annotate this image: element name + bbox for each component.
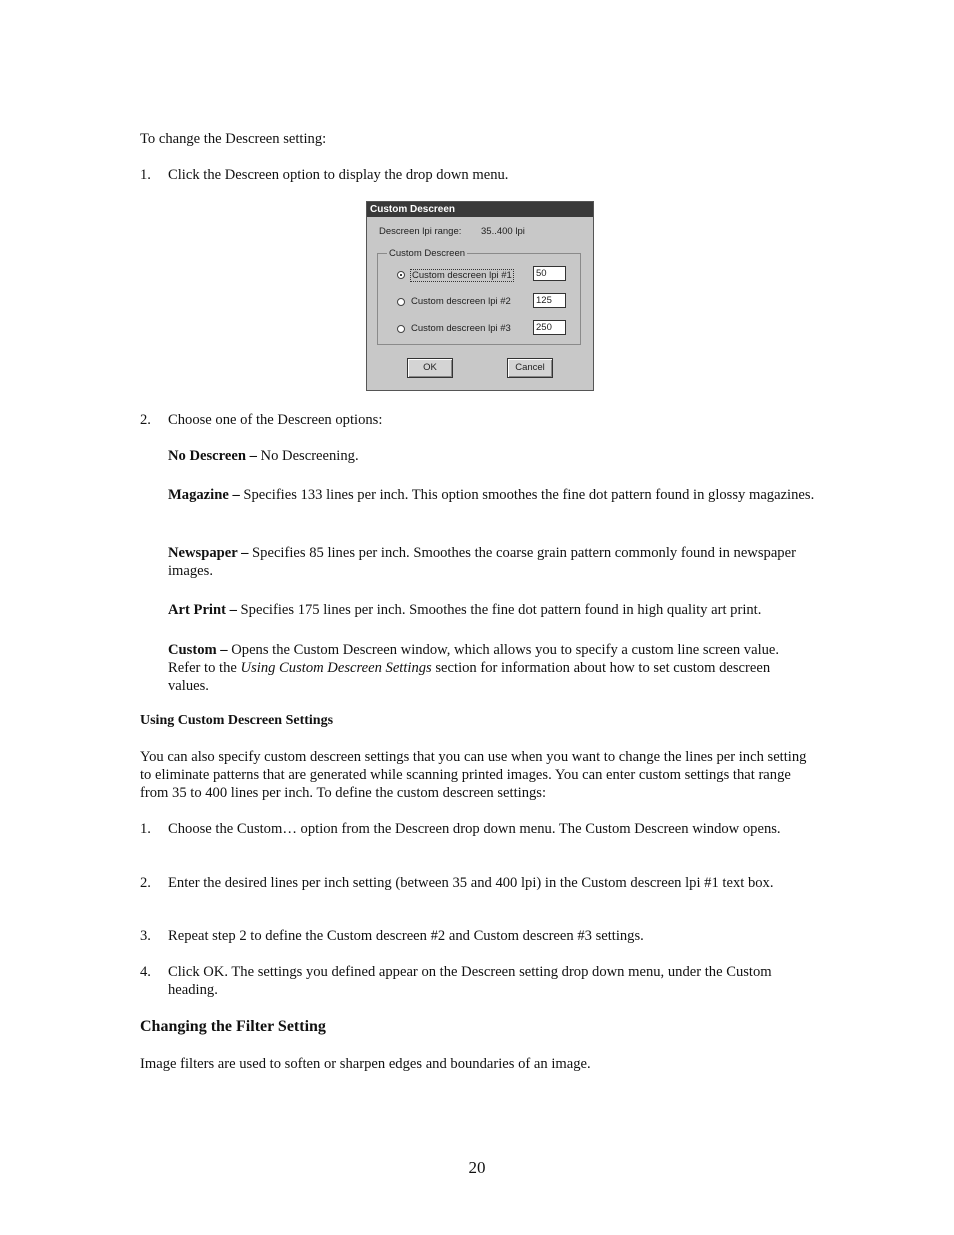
description: Specifies 85 lines per inch. Smoothes the coarse grain pattern commonly found in newspaper images.	[168, 545, 796, 579]
description: No Descreening.	[256, 448, 359, 464]
description: Specifies 175 lines per inch. Smoothes the fine dot pattern found in high quality art print.	[236, 602, 762, 618]
lpi-2-field[interactable]: 125	[533, 293, 566, 308]
step-number: 3.	[140, 928, 151, 944]
dialog-title: Custom Descreen	[367, 202, 593, 217]
lpi-3-field[interactable]: 250	[533, 320, 566, 335]
radio-lpi-3[interactable]	[397, 325, 405, 333]
option-no-descreen	[168, 447, 818, 465]
custom-descreen-dialog	[366, 201, 594, 391]
step-text: Choose one of the Descreen options:	[168, 412, 383, 428]
term: Custom –	[168, 642, 228, 658]
option-newspaper	[168, 544, 818, 580]
range-value: 35..400 lpi	[481, 226, 525, 237]
section-heading: Changing the Filter Setting	[140, 1018, 326, 1035]
option-magazine	[168, 486, 818, 504]
step-number: 2.	[140, 412, 151, 428]
step-number: 2.	[140, 875, 151, 891]
option-label-1: Custom descreen lpi #1	[412, 270, 512, 281]
intro-text: To change the Descreen setting:	[140, 131, 327, 147]
description: Specifies 133 lines per inch. This option smoothes the fine dot pattern found in glossy magazines.	[239, 487, 815, 503]
ok-button[interactable]: OK	[407, 358, 453, 378]
step-text: Click the Descreen option to display the drop down menu.	[168, 167, 509, 183]
term: No Descreen –	[168, 448, 257, 464]
radio-lpi-1[interactable]	[397, 271, 405, 279]
description: Opens the Custom Descreen window, which allows you to specify a custom line screen value. Refer to the	[168, 642, 780, 676]
option-label-2: Custom descreen lpi #2	[411, 296, 511, 307]
lpi-1-field[interactable]: 50	[533, 266, 566, 281]
term: Magazine –	[168, 487, 240, 503]
description: section for information about how to set custom descreen values.	[168, 660, 771, 694]
section-body: You can also specify custom descreen settings that you can use when you want to change the lines per inch setting to eliminate patterns that are generated while scanning printed images. You can enter custom settings that range from 35 to 400 lines per inch. To define the custom descreen settings:	[140, 749, 807, 801]
step-text: Repeat step 2 to define the Custom descreen #2 and Custom descreen #3 settings.	[168, 928, 644, 944]
cancel-button[interactable]: Cancel	[507, 358, 553, 378]
radio-lpi-2[interactable]	[397, 298, 405, 306]
step-number: 1.	[140, 167, 151, 183]
step-number: 4.	[140, 964, 151, 980]
step-number: 1.	[140, 821, 151, 837]
step-text: Enter the desired lines per inch setting (between 35 and 400 lpi) in the Custom descreen lpi #1 text box.	[168, 875, 774, 891]
option-art-print	[168, 601, 818, 619]
range-label: Descreen lpi range:	[379, 226, 462, 237]
cross-reference: Using Custom Descreen Settings	[240, 660, 432, 676]
option-label-3: Custom descreen lpi #3	[411, 323, 511, 334]
option-custom	[168, 641, 808, 695]
page-number: 20	[468, 1158, 486, 1177]
step-text: Click OK. The settings you defined appear on the Descreen setting drop down menu, under the Custom heading.	[168, 964, 772, 998]
group-label: Custom Descreen	[389, 248, 466, 259]
step-text: Choose the Custom… option from the Descreen drop down menu. The Custom Descreen window opens.	[168, 821, 781, 837]
term: Art Print –	[168, 602, 237, 618]
section-body: Image filters are used to soften or sharpen edges and boundaries of an image.	[140, 1056, 591, 1072]
section-heading: Using Custom Descreen Settings	[140, 713, 334, 728]
term: Newspaper –	[168, 545, 249, 561]
